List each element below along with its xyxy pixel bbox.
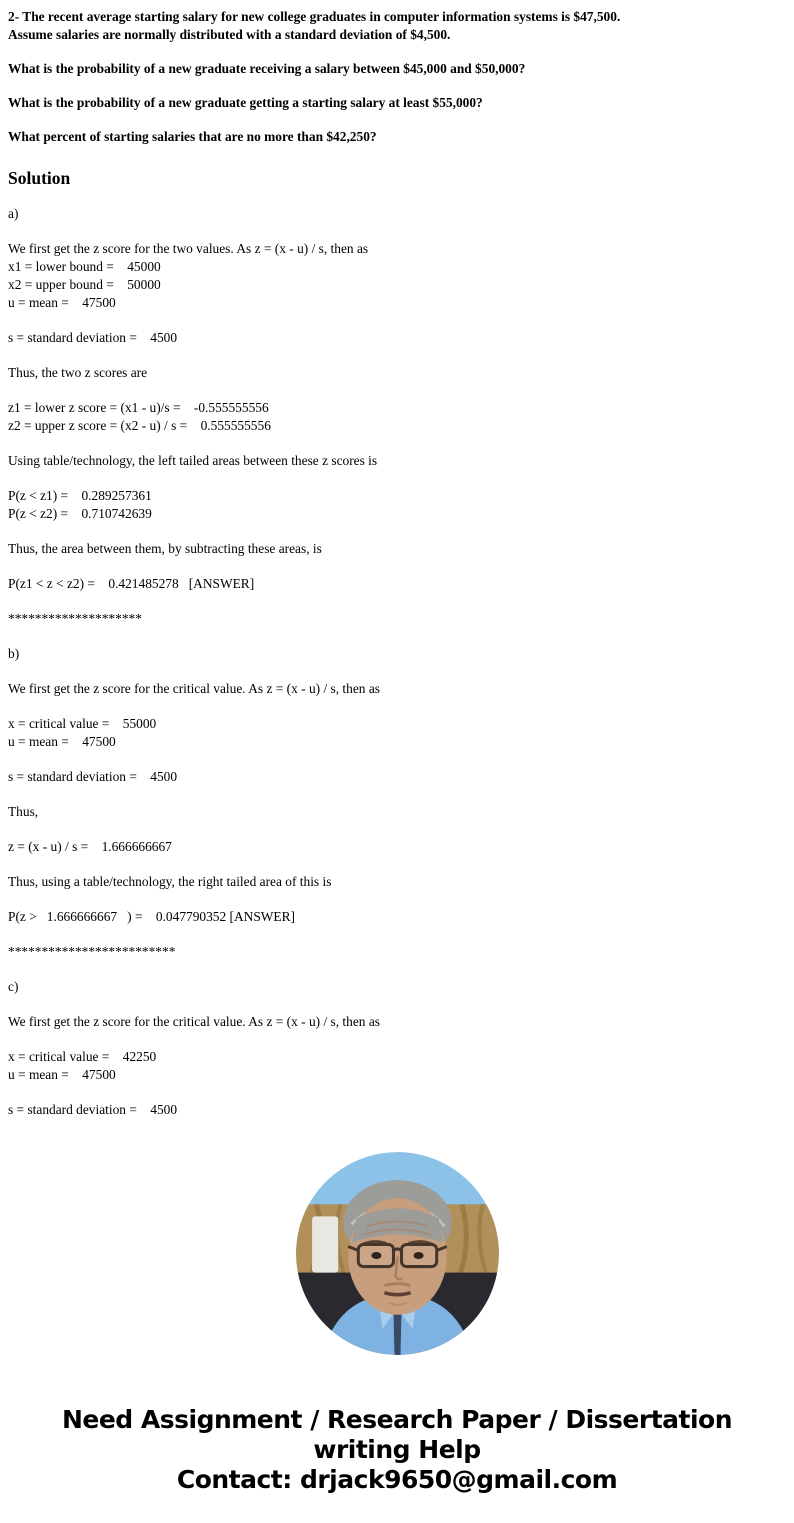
solution-heading: Solution — [8, 168, 71, 188]
problem-statement-line-2: Assume salaries are normally distributed with a standard deviation of $4,500. — [8, 27, 451, 42]
part-a-x2-value: x2 = upper bound = 50000 — [8, 277, 161, 292]
part-b-intro: We first get the z score for the critical value. As z = (x - u) / s, then as — [8, 681, 380, 696]
advertisement-footer — [8, 1405, 786, 1495]
separator-asterisks-2: ************************* — [8, 944, 176, 959]
question-c: What percent of starting salaries that are no more than $42,250? — [8, 129, 377, 144]
part-b-table-note: Thus, using a table/technology, the right tailed area of this is — [8, 874, 332, 889]
question-b: What is the probability of a new graduate getting a starting salary at least $55,000? — [8, 95, 483, 110]
part-c-x-value: x = critical value = 42250 — [8, 1049, 157, 1064]
part-a-p-z2: P(z < z2) = 0.710742639 — [8, 506, 152, 521]
part-b-mean-value: u = mean = 47500 — [8, 734, 116, 749]
part-a-zscores-note: Thus, the two z scores are — [8, 365, 148, 380]
ad-line-2: writing Help — [313, 1435, 481, 1464]
contact-email: Contact: drjack9650@gmail.com — [176, 1465, 618, 1494]
part-a-subtract-note: Thus, the area between them, by subtracting these areas, is — [8, 541, 322, 556]
separator-asterisks-1: ******************** — [8, 611, 142, 626]
part-a-label: a) — [8, 206, 19, 221]
part-c-intro: We first get the z score for the critical value. As z = (x - u) / s, then as — [8, 1014, 380, 1029]
part-b-sd-value: s = standard deviation = 4500 — [8, 769, 178, 784]
part-b-answer: P(z > 1.666666667 ) = 0.047790352 [ANSWER] — [8, 909, 295, 924]
part-b-thus: Thus, — [8, 804, 39, 819]
part-c-label: c) — [8, 979, 19, 994]
ad-line-1: Need Assignment / Research Paper / Dissertation — [61, 1405, 733, 1434]
part-a-p-z1: P(z < z1) = 0.289257361 — [8, 488, 152, 503]
part-a-mean-value: u = mean = 47500 — [8, 295, 116, 310]
part-b-z-value: z = (x - u) / s = 1.666666667 — [8, 839, 172, 854]
part-b-label: b) — [8, 646, 20, 661]
part-a-answer: P(z1 < z < z2) = 0.421485278 [ANSWER] — [8, 576, 255, 591]
tutor-photo — [296, 1152, 499, 1355]
tutor-photo-graphic — [296, 1152, 499, 1355]
problem-statement-line-1: 2- The recent average starting salary for new college graduates in computer information systems is $47,500. — [8, 9, 621, 24]
part-a-table-note: Using table/technology, the left tailed areas between these z scores is — [8, 453, 378, 468]
part-a-sd-value: s = standard deviation = 4500 — [8, 330, 178, 345]
part-a-x1-value: x1 = lower bound = 45000 — [8, 259, 161, 274]
part-a-z1-value: z1 = lower z score = (x1 - u)/s = -0.555555556 — [8, 400, 269, 415]
part-a-z2-value: z2 = upper z score = (x2 - u) / s = 0.555555556 — [8, 418, 271, 433]
part-c-sd-value: s = standard deviation = 4500 — [8, 1102, 178, 1117]
part-a-intro: We first get the z score for the two values. As z = (x - u) / s, then as — [8, 241, 369, 256]
part-c-mean-value: u = mean = 47500 — [8, 1067, 116, 1082]
question-a: What is the probability of a new graduate receiving a salary between $45,000 and $50,000? — [8, 61, 526, 76]
part-b-x-value: x = critical value = 55000 — [8, 716, 157, 731]
